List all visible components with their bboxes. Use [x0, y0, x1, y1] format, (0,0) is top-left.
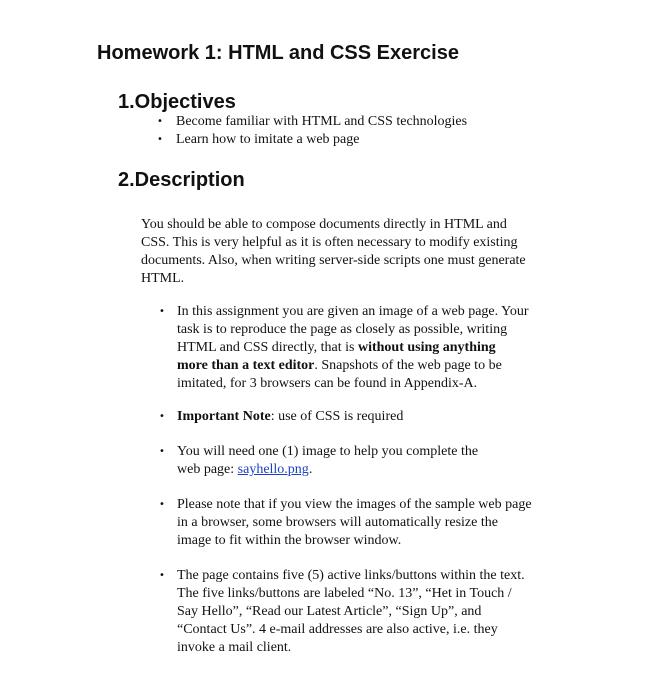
list-item	[159, 303, 569, 393]
important-note-label: Important Note	[177, 409, 271, 424]
bullet-icon: •	[159, 411, 165, 422]
bullet-icon: •	[157, 116, 163, 127]
list-item	[157, 113, 467, 131]
sayhello-image-link[interactable]: sayhello.png	[237, 462, 309, 477]
item-text	[177, 303, 587, 393]
item-fragment: web page:	[177, 462, 238, 477]
item-line: You will need one (1) image to help you complete the	[177, 444, 479, 459]
description-intro	[141, 216, 571, 288]
bullet-icon: •	[157, 134, 163, 145]
objective-text: Learn how to imitate a web page	[176, 132, 360, 147]
list-item	[159, 443, 569, 479]
item-line	[177, 357, 587, 375]
item-line: imitated, for 3 browsers can be found in Appendix-A.	[177, 376, 478, 391]
item-fragment: .	[308, 462, 313, 477]
item-fragment: : use of CSS is required	[270, 409, 404, 424]
item-fragment: . Snapshots of the web page to be	[314, 358, 502, 373]
item-fragment: HTML and CSS directly, that is	[177, 340, 358, 355]
item-line: invoke a mail client.	[177, 640, 292, 655]
description-heading: 2.Description	[118, 169, 245, 191]
bullet-icon: •	[159, 499, 165, 510]
item-text	[177, 408, 587, 426]
list-item	[159, 496, 569, 550]
intro-line: documents. Also, when writing server-side scripts one must generate	[141, 253, 526, 268]
objectives-heading: 1.Objectives	[118, 91, 236, 113]
bullet-icon: •	[159, 306, 165, 317]
item-line: task is to reproduce the page as closely as possible, writing	[177, 322, 508, 337]
item-text	[177, 496, 587, 550]
bullet-icon: •	[159, 570, 165, 581]
item-line: Say Hello”, “Read our Latest Article”, “Sign Up”, and	[177, 604, 482, 619]
list-item	[157, 131, 467, 149]
bold-emphasis: without using anything	[357, 340, 496, 355]
objectives-list	[157, 113, 467, 149]
list-item	[159, 567, 569, 657]
item-line: The five links/buttons are labeled “No. 13”, “Het in Touch /	[177, 586, 512, 601]
intro-line: You should be able to compose documents directly in HTML and	[141, 217, 507, 232]
objective-text: Become familiar with HTML and CSS technologies	[176, 114, 468, 129]
item-line: The page contains five (5) active links/buttons within the text.	[177, 568, 525, 583]
item-text	[177, 443, 587, 479]
item-text	[177, 567, 587, 657]
bullet-icon: •	[159, 446, 165, 457]
item-line: “Contact Us”. 4 e-mail addresses are also active, i.e. they	[177, 622, 498, 637]
item-line: In this assignment you are given an image of a web page. Your	[177, 304, 529, 319]
item-line	[177, 461, 587, 479]
intro-line: HTML.	[141, 271, 185, 286]
bold-emphasis: more than a text editor	[177, 358, 315, 373]
item-line: in a browser, some browsers will automatically resize the	[177, 515, 498, 530]
item-line	[177, 339, 587, 357]
item-line	[177, 408, 587, 426]
list-item	[159, 408, 569, 426]
item-line: Please note that if you view the images of the sample web page	[177, 497, 532, 512]
intro-line: CSS. This is very helpful as it is often necessary to modify existing	[141, 235, 518, 250]
page-title: Homework 1: HTML and CSS Exercise	[97, 42, 459, 64]
item-line: image to fit within the browser window.	[177, 533, 402, 548]
